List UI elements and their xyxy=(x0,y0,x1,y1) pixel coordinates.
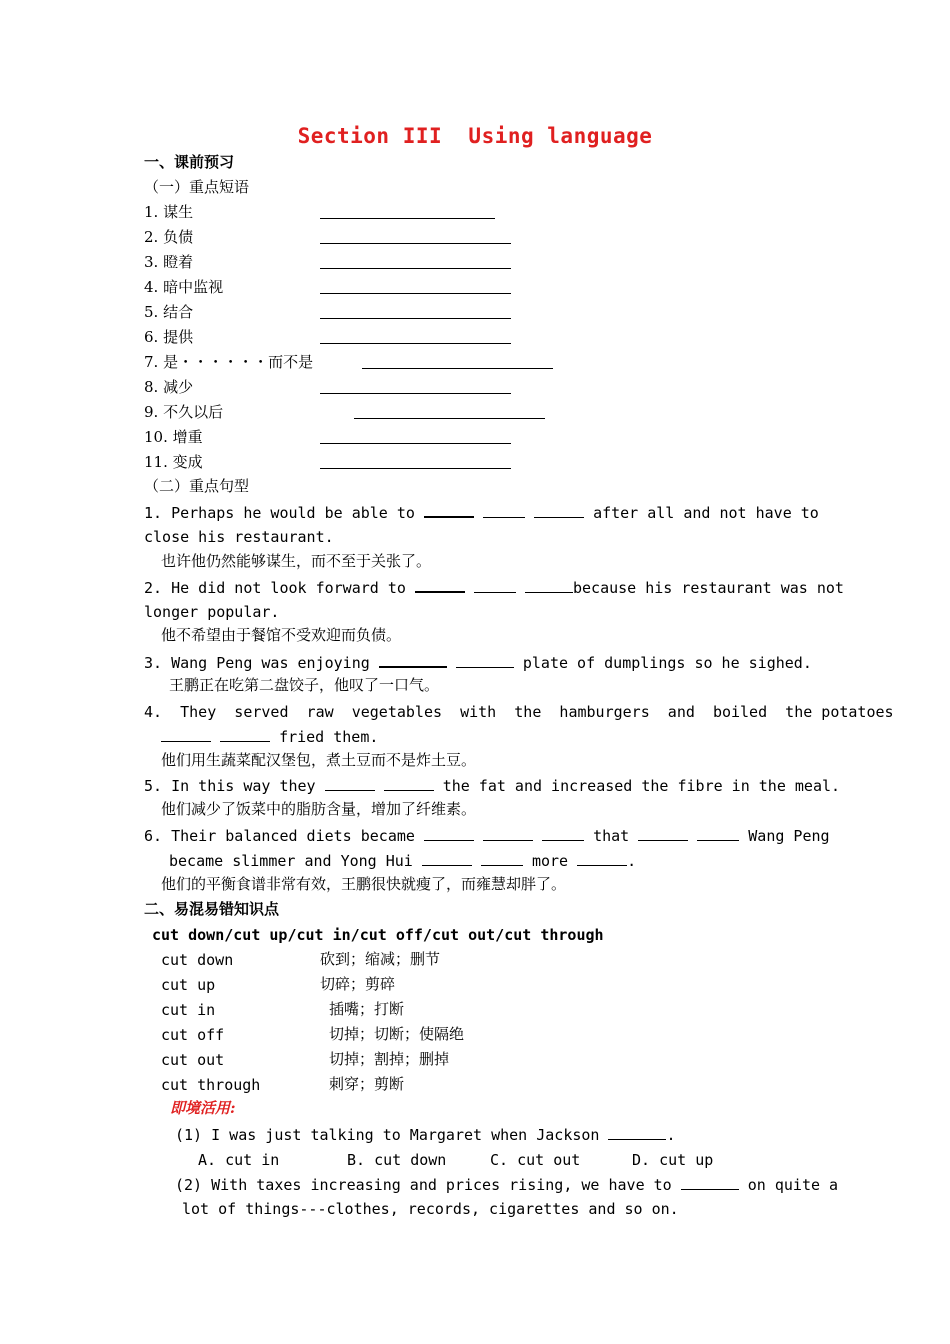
answer-blank[interactable] xyxy=(379,652,447,668)
sentence-4-line-1: 4. They served raw vegetables with the hamburgers and boiled the potatoes xyxy=(144,703,894,721)
question-text: (1) I was just talking to Margaret when Jackson xyxy=(175,1126,600,1144)
sentence-3-translation: 王鹏正在吃第二盘饺子，他叹了一口气。 xyxy=(169,676,440,694)
phrase-meaning: 插嘴；打断 xyxy=(329,1000,405,1018)
answer-blank[interactable] xyxy=(362,368,553,369)
phrase-en: cut down xyxy=(161,951,234,969)
sentence-text: Wang Peng xyxy=(748,827,830,845)
phrase-item: 10. 增重 xyxy=(144,428,203,446)
answer-blank[interactable] xyxy=(320,218,495,219)
answer-blank[interactable] xyxy=(424,502,474,518)
section-heading-confusables: 二、易混易错知识点 xyxy=(144,900,280,918)
phrase-item: 1. 谋生 xyxy=(144,203,194,221)
question-2-line-2: lot of things---clothes, records, cigarettes and so on. xyxy=(182,1200,679,1218)
answer-blank[interactable] xyxy=(384,776,434,791)
sentence-1-translation: 也许他仍然能够谋生，而不至于关张了。 xyxy=(161,552,432,570)
answer-blank[interactable] xyxy=(681,1175,739,1190)
answer-blank[interactable] xyxy=(415,577,465,593)
sentence-text: 1. Perhaps he would be able to xyxy=(144,504,415,522)
answer-blank[interactable] xyxy=(325,776,375,791)
sentence-text: . xyxy=(627,852,637,870)
phrase-item: 6. 提供 xyxy=(144,328,194,346)
sentence-text: because his restaurant was not xyxy=(573,579,844,597)
option-d[interactable]: D. cut up xyxy=(632,1151,714,1169)
phrase-en: cut off xyxy=(161,1026,225,1044)
sentence-5-line-1 xyxy=(144,776,840,796)
phrase-en: cut up xyxy=(161,976,216,994)
answer-blank[interactable] xyxy=(320,293,511,294)
sentence-text: that xyxy=(593,827,630,845)
question-1 xyxy=(175,1125,676,1145)
answer-blank[interactable] xyxy=(456,653,514,668)
answer-blank[interactable] xyxy=(320,268,511,269)
sentence-6-line-2 xyxy=(169,851,636,871)
sentence-text: more xyxy=(531,852,569,870)
answer-blank[interactable] xyxy=(481,851,523,866)
subheading-phrases: （一）重点短语 xyxy=(144,178,250,196)
sentence-1-line-1 xyxy=(144,502,819,523)
answer-blank[interactable] xyxy=(542,826,584,841)
answer-blank[interactable] xyxy=(320,243,511,244)
sentence-text: plate of dumplings so he sighed. xyxy=(522,654,812,672)
answer-blank[interactable] xyxy=(320,343,511,344)
sentence-text: 3. Wang Peng was enjoying xyxy=(144,654,370,672)
sentence-text: 2. He did not look forward to xyxy=(144,579,406,597)
question-text: . xyxy=(666,1126,676,1144)
subheading-sentences: （二）重点句型 xyxy=(144,477,250,495)
phrase-meaning: 刺穿；剪断 xyxy=(329,1075,405,1093)
sentence-text: 6. Their balanced diets became xyxy=(144,827,415,845)
sentence-6-translation: 他们的平衡食谱非常有效，王鹏很快就瘦了，而雍慧却胖了。 xyxy=(161,875,567,893)
phrase-meaning: 切掉；割掉；删掉 xyxy=(329,1050,450,1068)
answer-blank[interactable] xyxy=(220,727,270,742)
sentence-4-line-2 xyxy=(161,727,378,747)
answer-blank[interactable] xyxy=(422,851,472,866)
answer-blank[interactable] xyxy=(474,578,516,593)
sentence-3-line-1 xyxy=(144,652,812,673)
phrase-meaning: 砍到；缩减；删节 xyxy=(320,950,441,968)
phrase-item: 2. 负债 xyxy=(144,228,194,246)
phrase-meaning: 切碎；剪碎 xyxy=(320,975,396,993)
answer-blank[interactable] xyxy=(483,826,533,841)
question-text: on quite a xyxy=(747,1176,839,1194)
answer-blank[interactable] xyxy=(525,578,573,593)
sentence-text: fried them. xyxy=(279,728,379,746)
answer-blank[interactable] xyxy=(161,727,211,742)
sentence-4-translation: 他们用生蔬菜配汉堡包，煮土豆而不是炸土豆。 xyxy=(161,751,477,769)
section-heading-preview: 一、课前预习 xyxy=(144,153,235,171)
answer-blank[interactable] xyxy=(320,318,511,319)
answer-blank[interactable] xyxy=(483,503,525,518)
answer-blank[interactable] xyxy=(577,851,627,866)
phrase-item: 9. 不久以后 xyxy=(144,403,224,421)
sentence-text: the fat and increased the fibre in the meal. xyxy=(442,777,841,795)
phrase-item: 5. 结合 xyxy=(144,303,194,321)
answer-blank[interactable] xyxy=(354,418,545,419)
sentence-5-translation: 他们减少了饭菜中的脂肪含量，增加了纤维素。 xyxy=(161,800,477,818)
question-2-line-1 xyxy=(175,1175,838,1195)
phrase-item: 11. 变成 xyxy=(144,453,203,471)
answer-blank[interactable] xyxy=(697,826,739,841)
page-title: Section III Using language xyxy=(297,124,653,148)
sentence-6-line-1 xyxy=(144,826,830,846)
sentence-2-line-1 xyxy=(144,577,844,598)
phrase-item: 7. 是・・・・・・而不是 xyxy=(144,353,314,371)
answer-blank[interactable] xyxy=(424,826,474,841)
sentence-text: 5. In this way they xyxy=(144,777,316,795)
phrase-en: cut through xyxy=(161,1076,261,1094)
option-c[interactable]: C. cut out xyxy=(490,1151,581,1169)
answer-blank[interactable] xyxy=(608,1125,666,1140)
phrase-meaning: 切掉；切断；使隔绝 xyxy=(329,1025,465,1043)
phrase-item: 4. 暗中监视 xyxy=(144,278,224,296)
phrase-item: 3. 瞪着 xyxy=(144,253,194,271)
answer-blank[interactable] xyxy=(534,503,584,518)
sentence-2-line-2: longer popular. xyxy=(144,603,280,621)
sentence-text: after all and not have to xyxy=(593,504,819,522)
option-a[interactable]: A. cut in xyxy=(198,1151,280,1169)
phrase-group-title: cut down/cut up/cut in/cut off/cut out/cut through xyxy=(152,926,604,944)
answer-blank[interactable] xyxy=(320,443,511,444)
question-text: (2) With taxes increasing and prices rising, we have to xyxy=(175,1176,672,1194)
practice-label: 即境活用: xyxy=(170,1099,236,1117)
sentence-text: became slimmer and Yong Hui xyxy=(169,852,413,870)
answer-blank[interactable] xyxy=(638,826,688,841)
sentence-1-line-2: close his restaurant. xyxy=(144,528,334,546)
answer-blank[interactable] xyxy=(320,468,511,469)
phrase-en: cut out xyxy=(161,1051,225,1069)
phrase-en: cut in xyxy=(161,1001,216,1019)
sentence-2-translation: 他不希望由于餐馆不受欢迎而负债。 xyxy=(161,626,402,644)
phrase-item: 8. 减少 xyxy=(144,378,194,396)
answer-blank[interactable] xyxy=(320,393,511,394)
option-b[interactable]: B. cut down xyxy=(347,1151,447,1169)
